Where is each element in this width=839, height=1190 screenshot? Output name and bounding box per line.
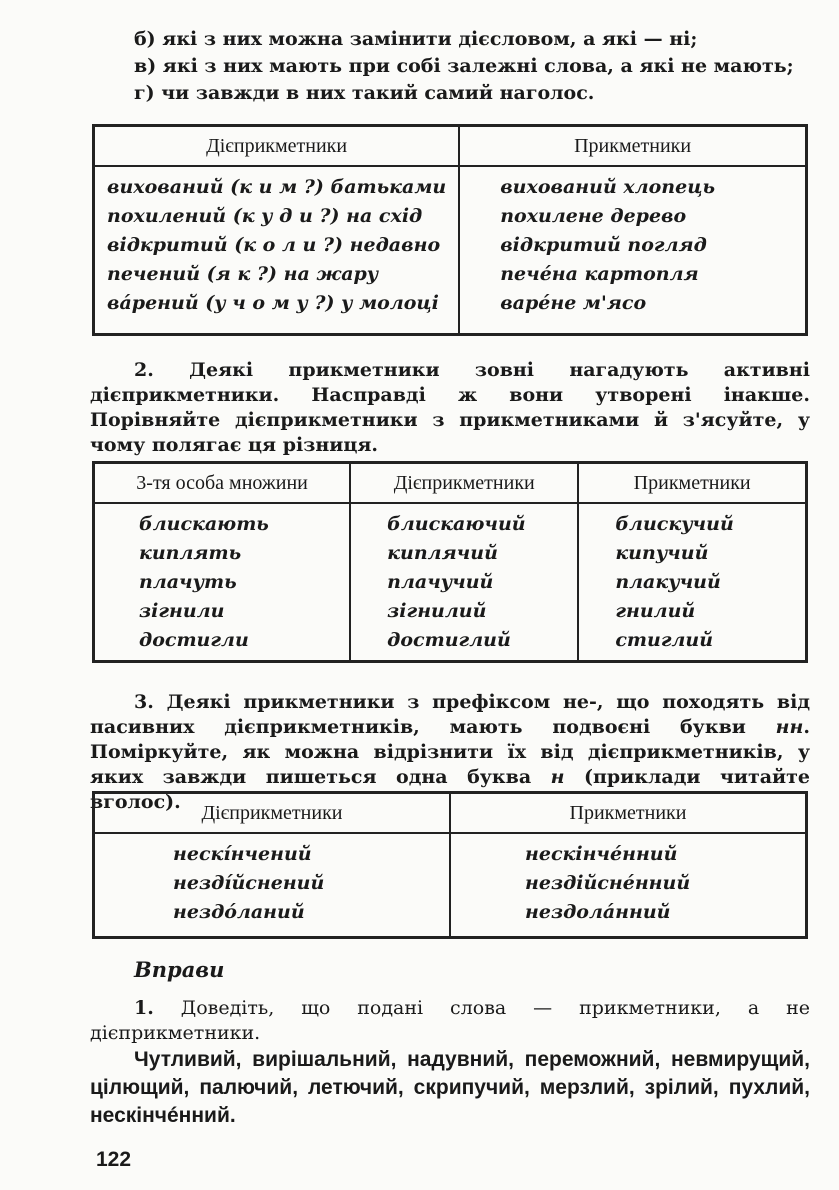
table3-participle: нездíйснений: [173, 872, 325, 894]
table1-adjective: відкритий погляд: [500, 234, 707, 256]
task-3-body-a: Деякі прикметники з префіксом не-, що походять від пасивних дієприкметників, мають подвоєні букви: [90, 691, 810, 738]
task-3-number: 3.: [134, 691, 154, 713]
question-b: б) які з них можна замінити дієсловом, а які — ні;: [134, 28, 698, 50]
table2-participle: блискаючий: [387, 513, 526, 535]
exercise-1-word-list: Чутливий, вирішальний, надувний, переможний, невмирущий, цілющий, палючий, летючий, скрипучий, мерзлий, зрілий, пухлий, нескінчéнний.: [90, 1048, 810, 1127]
table2-col-verbs: [94, 503, 351, 662]
table1-participle: вихований (к и м ?) батьками: [107, 176, 447, 198]
table1-participle: похилений (к у д и ?) на схід: [107, 205, 423, 227]
table2-adjective: стиглий: [615, 629, 714, 651]
table3-adjective: нескінчéнний: [525, 843, 678, 865]
table2-header-adjectives: Прикметники: [578, 463, 806, 504]
task-3-body-b: . Поміркуйте, як можна відрізнити їх від дієприкметників, у яких завжди пишеться одна буква: [90, 716, 810, 788]
table3-adjective: нездійснéнний: [525, 872, 691, 894]
task-2-number: 2.: [134, 359, 154, 381]
table-participles-adjectives-2: [92, 791, 808, 939]
table1-adjective: похилене дерево: [500, 205, 687, 227]
table2-verb: достигли: [139, 629, 249, 651]
table2-verb: зігнили: [139, 600, 225, 622]
table2-verb: киплять: [139, 542, 242, 564]
task-3-n: н: [550, 766, 565, 788]
table3-header-participles: Дієприкметники: [94, 793, 451, 834]
exercise-1-number: 1.: [134, 997, 154, 1019]
task-3-body-c: (приклади читайте вголос).: [90, 766, 810, 813]
table3-adjective: нездолáнний: [525, 901, 671, 923]
table2-participle: зігнилий: [387, 600, 487, 622]
table1-adjective: варéне м'ясо: [500, 292, 647, 314]
table1-header-participles: Дієприкметники: [94, 126, 460, 167]
question-v: в) які з них мають при собі залежні слова, а які не мають;: [134, 55, 794, 77]
table2-header-verbs: 3-тя особа множини: [94, 463, 351, 504]
table2-adjective: плакучий: [615, 571, 721, 593]
table1-participle: печений (я к ?) на жару: [107, 263, 379, 285]
table2-adjective: гнилий: [615, 600, 696, 622]
task-2-text: [90, 358, 810, 458]
page-number: 122: [96, 1148, 132, 1171]
table1-col-adjectives: [459, 166, 806, 335]
exercise-1-task: [90, 996, 810, 1046]
table3-col-participles: [94, 833, 451, 938]
table3-header-adjectives: Прикметники: [450, 793, 807, 834]
table2-col-adjectives: [578, 503, 806, 662]
table-participles-adjectives-1: [92, 124, 808, 336]
table3-participle: нездóланий: [173, 901, 305, 923]
table2-verb: плачуть: [139, 571, 237, 593]
table2-participle: плачучий: [387, 571, 494, 593]
table1-participle: відкритий (к о л и ?) недавно: [107, 234, 441, 256]
table1-participle: вáрений (у ч о м у ?) у молоці: [107, 292, 439, 314]
table-verbs-participles-adjectives: [92, 461, 808, 663]
table2-participle: киплячий: [387, 542, 498, 564]
table2-participle: достиглий: [387, 629, 511, 651]
table1-header-adjectives: Прикметники: [459, 126, 806, 167]
table2-col-participles: [350, 503, 578, 662]
table2-adjective: кипучий: [615, 542, 709, 564]
task-3-nn: нн: [775, 716, 804, 738]
table2-verb: блискають: [139, 513, 269, 535]
table3-participle: нескíнчений: [173, 843, 312, 865]
table1-col-participles: [94, 166, 460, 335]
table2-adjective: блискучий: [615, 513, 734, 535]
table1-adjective: печéна картопля: [500, 263, 699, 285]
table2-header-participles: Дієприкметники: [350, 463, 578, 504]
exercises-heading: Вправи: [134, 957, 225, 982]
table3-col-adjectives: [450, 833, 807, 938]
task-2-body: Деякі прикметники зовні нагадують активні дієприкметники. Насправді ж вони утворені інакше. Порівняйте дієприкметники з прикметниками й з'ясуйте, у чому полягає ця різниця.: [90, 359, 810, 456]
table1-adjective: вихований хлопець: [500, 176, 715, 198]
question-g: г) чи завжди в них такий самий наголос.: [134, 82, 595, 104]
exercise-1-instruction: Доведіть, що подані слова — прикметники, а не дієприкметники.: [90, 997, 810, 1044]
